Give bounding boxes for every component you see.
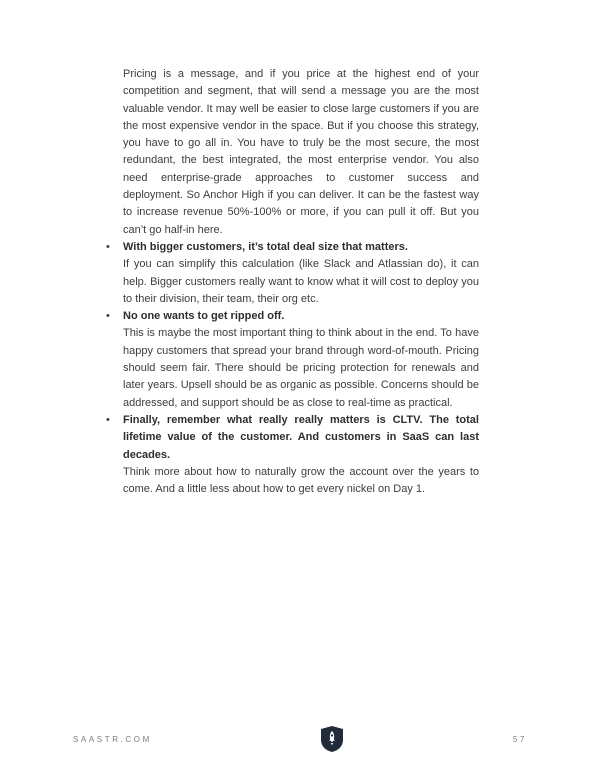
bullet-list bbox=[123, 239, 479, 498]
bullet-body: Think more about how to naturally grow the account over the years to come. And a little less about how to get every nickel on Day 1. bbox=[123, 465, 479, 496]
bullet-title: • Finally, remember what really really matters is CLTV. The total lifetime value of the customer. And customers in SaaS can last decades. bbox=[123, 413, 479, 461]
footer-site-label: SAASTR.COM bbox=[73, 734, 152, 744]
page-content bbox=[123, 66, 479, 498]
list-item bbox=[123, 308, 479, 412]
bullet-title: • No one wants to get ripped off. bbox=[123, 310, 285, 323]
bullet-title: • With bigger customers, it’s total deal size that matters. bbox=[123, 240, 408, 253]
page-footer bbox=[0, 724, 600, 754]
saastr-logo-icon bbox=[321, 726, 343, 752]
list-item bbox=[123, 412, 479, 498]
bullet-body: This is maybe the most important thing to think about in the end. To have happy customers that spread your brand through word-of-mouth. Pricing should seem fair. There should be pricing protection for renewals and later years. Upsell should be as organic as possible. Concerns should be addressed, and support should be as close to real-time as practical. bbox=[123, 327, 479, 409]
intro-paragraph: Pricing is a message, and if you price at the highest end of your competition and segment, that will send a message you are the most valuable vendor. It may well be easier to close large customers if you are the most expensive vendor in the space. But if you choose this strategy, you have to go all in. You have to truly be the most secure, the most redundant, the best integrated, the most enterprise vendor. You also need enterprise-grade approaches to customer success and deployment. So Anchor High if you can deliver. It can be the fastest way to increase revenue 50%-100% or more, if you can pull it off. But you can’t go half-in here. bbox=[123, 68, 479, 236]
page-number: 57 bbox=[512, 734, 527, 744]
bullet-body: If you can simplify this calculation (like Slack and Atlassian do), it can help. Bigger customers really want to know what it will cost to deploy you to their division, their team, their org etc. bbox=[123, 258, 479, 305]
list-item bbox=[123, 239, 479, 308]
